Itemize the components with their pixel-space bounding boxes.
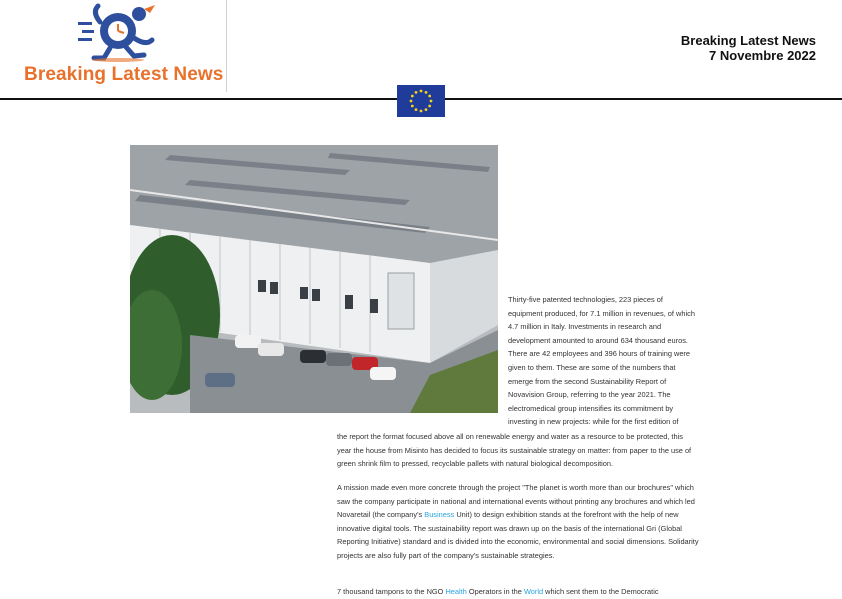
article-paragraph-2 [337, 481, 699, 563]
eu-star-icon [415, 91, 418, 94]
eu-star-icon [420, 90, 423, 93]
factory-photo-icon [130, 145, 498, 413]
article-paragraph-1-cont: the report the format focused above all on renewable energy and water as a resource to be protected, this year the house from Misinto has decided to focus its sustainable strategy on matter: from paper to the use of green shrink film to pressed, recyclable pallets with natural biological decomposition. [337, 432, 692, 469]
article-paragraph-3 [337, 585, 699, 599]
logo-text: Breaking Latest News [24, 64, 224, 85]
paragraph-3-text-c: which sent them to the Democratic [543, 587, 659, 596]
paragraph-2-text-b: Unit) to design exhibition stands at the forefront with the help of new innovative digital tools. The sustainability report was drawn up on the basis of the international Gri (Global Reporting Initiative) standard and is divided into the economic, environmental and social dimensions. Solidarity projects are also fully part of the company's sustainable strategies. [337, 510, 699, 560]
article-image [130, 145, 498, 413]
eu-star-icon [410, 100, 413, 103]
eu-star-icon [425, 108, 428, 111]
business-link[interactable]: Business [424, 510, 455, 520]
eu-star-icon [415, 108, 418, 111]
eu-flag-icon [397, 85, 445, 117]
paragraph-2-text-a: A mission made even more concrete through the project "The planet is worth more than our brochures" which saw the company participate in national and international events without printing any brochures and which led Novaretail (the company's [337, 483, 695, 520]
publish-date: 7 Novembre 2022 [709, 48, 816, 63]
header-info [681, 33, 816, 63]
article-paragraph-1-wrap: Thirty-five patented technologies, 223 pieces of equipment produced, for 7.1 million in revenues, of which 4.7 million in Italy. Investments in research and development amounted to around 634 thousand euros. There are 42 employees and 396 hours of training were given to them. These are some of the numbers that emerge from the second Sustainability Report of Novavision Group, referring to the year 2021. The electromedical group intensifies its commitment by investing in new projects: while for the first edition of [508, 295, 695, 427]
eu-star-icon [430, 100, 433, 103]
eu-star-icon [428, 95, 431, 98]
site-name: Breaking Latest News [680, 33, 816, 48]
running-mascot-icon [0, 0, 226, 64]
site-logo[interactable] [0, 0, 226, 92]
eu-stars [397, 85, 445, 117]
eu-star-icon [411, 105, 414, 108]
world-link[interactable]: World [523, 587, 544, 596]
paragraph-3-text-a: 7 thousand tampons to the NGO [337, 587, 446, 596]
eu-star-icon [411, 95, 414, 98]
eu-star-icon [420, 110, 423, 113]
paragraph-3-text-b: Operators in the [466, 587, 524, 596]
eu-star-icon [425, 91, 428, 94]
eu-star-icon [428, 105, 431, 108]
logo-divider [226, 0, 227, 92]
health-link[interactable]: Health [445, 587, 467, 596]
